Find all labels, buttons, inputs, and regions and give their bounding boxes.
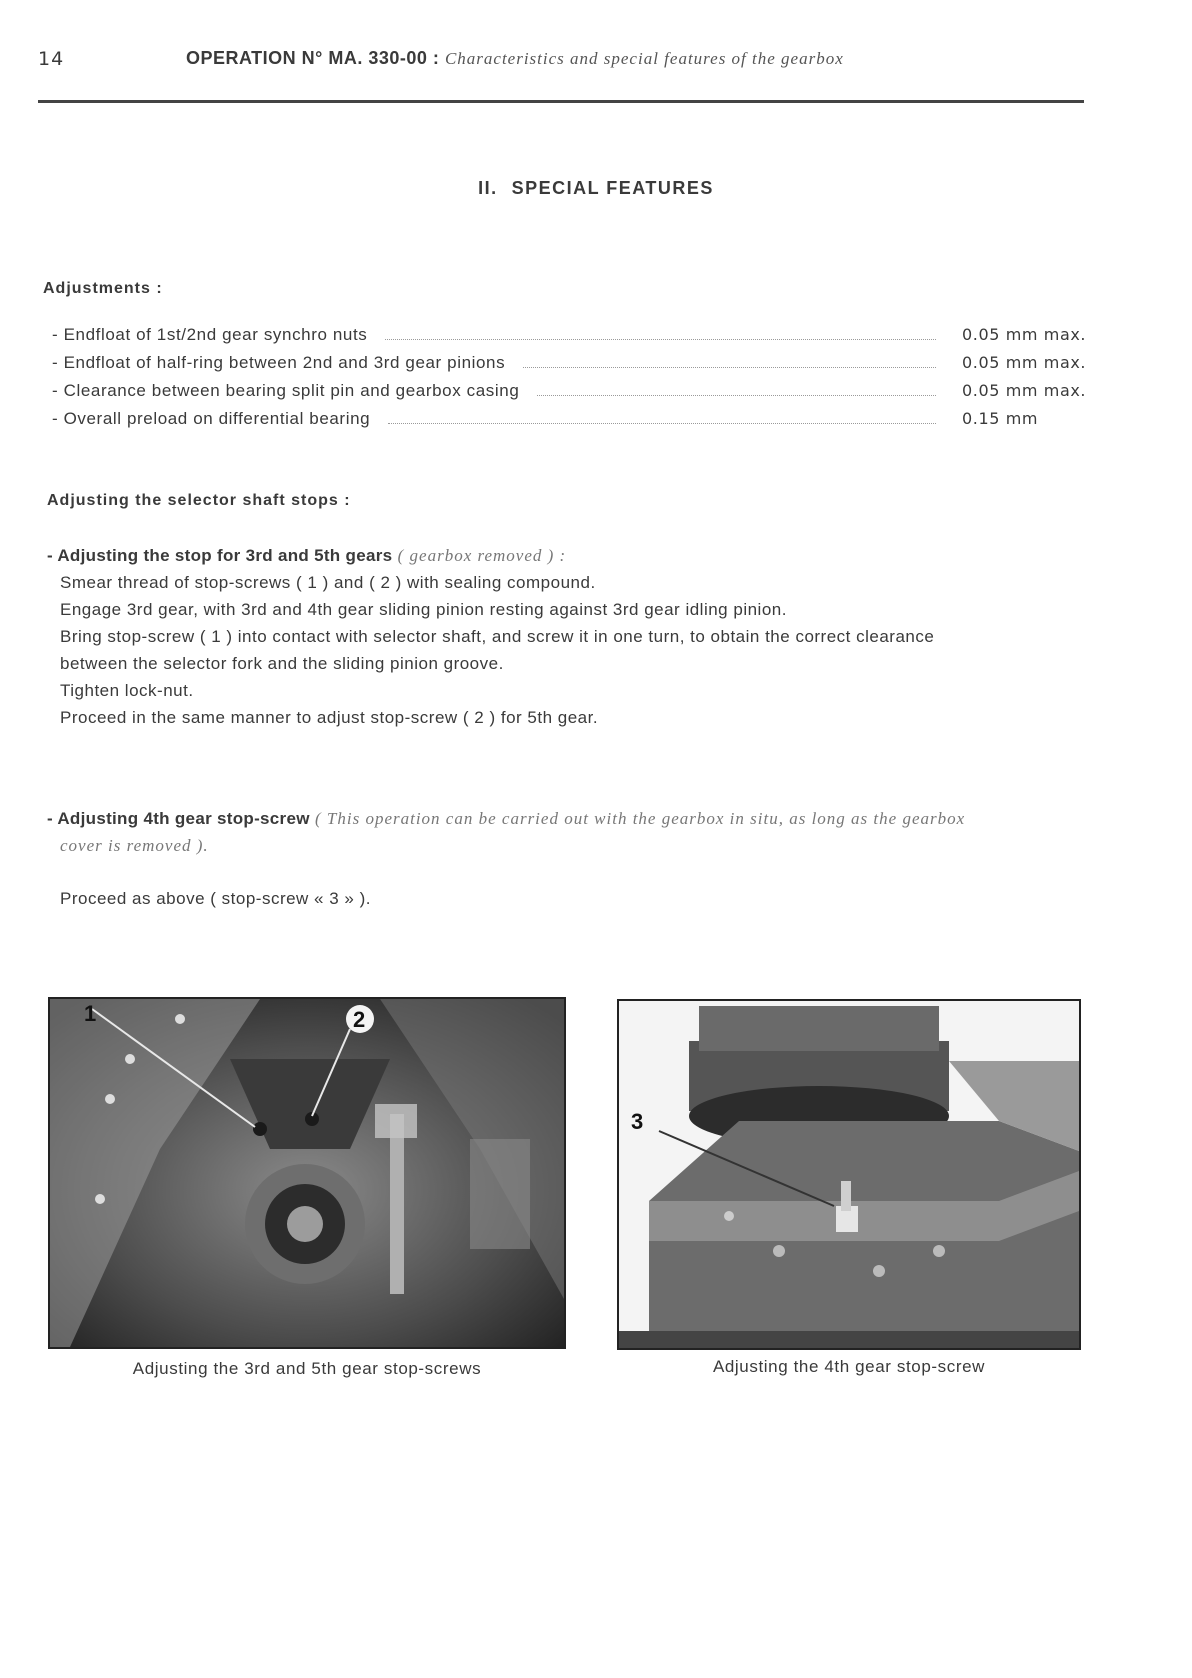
spec-label: - Endfloat of 1st/2nd gear synchro nuts <box>52 325 368 344</box>
spec-value: 0.15 mm <box>962 409 1039 428</box>
spec-label: - Endfloat of half-ring between 2nd and 3rd gear pinions <box>52 353 506 372</box>
stop4-heading <box>47 809 965 829</box>
gearbox-photo-left-image <box>50 999 564 1347</box>
callout-1: 1 <box>84 1001 97 1026</box>
caption-left: Adjusting the 3rd and 5th gear stop-screws <box>132 1359 482 1378</box>
adjustments-heading: Adjustments : <box>43 280 163 297</box>
header-title <box>186 48 844 69</box>
dot-leader <box>537 395 936 396</box>
stop35-heading <box>47 546 566 566</box>
stop4-note-continued: cover is removed ). <box>60 836 209 855</box>
callout-2: 2 <box>353 1007 366 1032</box>
spec-row <box>52 381 1087 405</box>
callout-3: 3 <box>631 1109 644 1134</box>
stop4-note: ( This operation can be carried out with the gearbox in situ, as long as the gearbox <box>315 809 966 828</box>
spec-row <box>52 353 1087 377</box>
dot-leader <box>388 423 936 424</box>
gearbox-photo-left <box>48 997 566 1349</box>
page-number: 14 <box>38 48 65 70</box>
header-subtitle: Characteristics and special features of the gearbox <box>444 49 844 68</box>
instruction-line: Bring stop-screw ( 1 ) into contact with selector shaft, and screw it in one turn, to obtain the correct clearance <box>60 627 935 646</box>
instruction-line: between the selector fork and the sliding pinion groove. <box>60 654 504 673</box>
gearbox-photo-right <box>617 999 1081 1350</box>
dot-leader <box>523 367 936 368</box>
selector-heading: Adjusting the selector shaft stops : <box>47 492 351 509</box>
instruction-line: Engage 3rd gear, with 3rd and 4th gear sliding pinion resting against 3rd gear idling pinion. <box>60 600 787 619</box>
spec-row <box>52 325 1087 349</box>
spec-label: - Overall preload on differential bearing <box>52 409 371 428</box>
dot-leader <box>385 339 936 340</box>
section-title: SPECIAL FEATURES <box>511 178 714 198</box>
stop35-note: ( gearbox removed ) : <box>397 546 567 565</box>
instruction-line: Tighten lock-nut. <box>60 681 194 700</box>
stop4-lead: - Adjusting 4th gear stop-screw <box>47 809 310 828</box>
instruction-line: Proceed as above ( stop-screw « 3 » ). <box>60 889 371 908</box>
gearbox-photo-right-image <box>619 1001 1079 1348</box>
spec-value: 0.05 mm max. <box>962 381 1087 400</box>
spec-value: 0.05 mm max. <box>962 353 1087 372</box>
spec-label: - Clearance between bearing split pin and gearbox casing <box>52 381 520 400</box>
operation-number: OPERATION N° MA. 330-00 : <box>186 48 440 68</box>
caption-right: Adjusting the 4th gear stop-screw <box>712 1357 986 1376</box>
section-heading <box>0 178 1192 199</box>
section-number: II. <box>478 178 498 198</box>
spec-value: 0.05 mm max. <box>962 325 1087 344</box>
instruction-line: Proceed in the same manner to adjust stop-screw ( 2 ) for 5th gear. <box>60 708 599 727</box>
header-rule <box>38 100 1084 103</box>
stop35-lead: - Adjusting the stop for 3rd and 5th gears <box>47 546 393 565</box>
instruction-line: Smear thread of stop-screws ( 1 ) and ( 2 ) with sealing compound. <box>60 573 596 592</box>
spec-row <box>52 409 1062 433</box>
